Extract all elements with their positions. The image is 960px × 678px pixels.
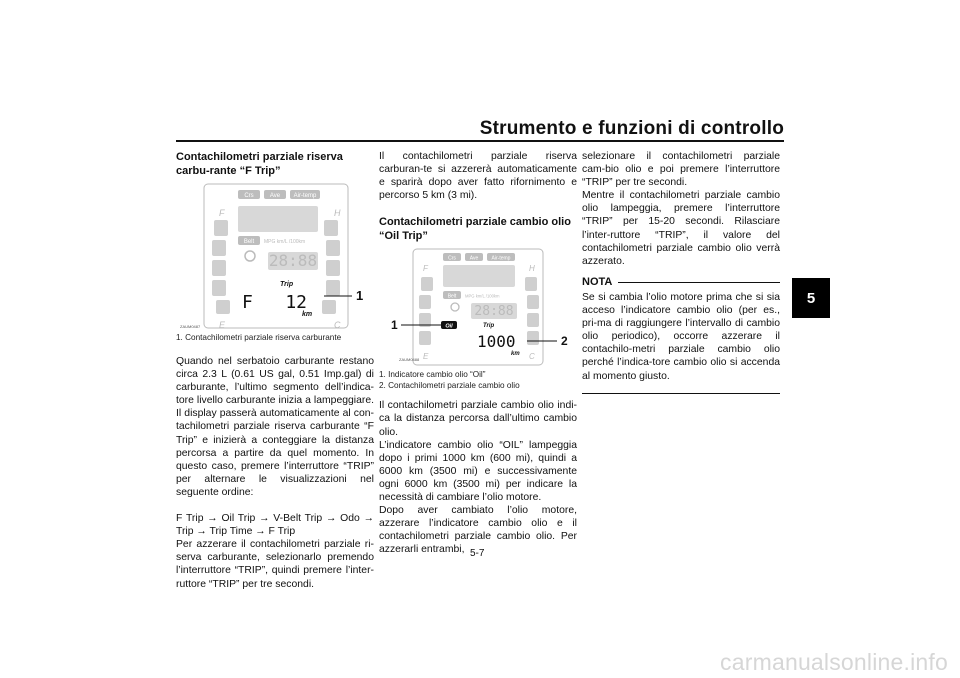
nota-header xyxy=(582,276,780,289)
lcd-display-illustration-2 xyxy=(379,247,577,367)
figure-code: ZAUM0488 xyxy=(399,357,420,363)
label-air-temp: Air-temp xyxy=(491,255,511,262)
paragraph: Per azzerare il contachilometri parziale ri-serva carburante, selezionarlo premendo l’interruttore “TRIP”, quindi premere l’inter-ruttore “TRIP” per tre secondi. xyxy=(176,539,374,590)
nota-end-rule xyxy=(582,393,780,394)
label-clock: 28:88 xyxy=(474,304,514,320)
header-rule xyxy=(176,140,784,142)
oil-trip-value: 1000 xyxy=(477,332,516,352)
gauge-h-label: H xyxy=(334,208,341,218)
paragraph: Dopo aver cambiato l’olio motore, azzerare l’indicatore cambio olio e il contachilometri parziale cambio olio. Per azzerarli entrambi, xyxy=(379,505,577,556)
page-header-title: Strumento e funzioni di controllo xyxy=(479,118,784,139)
label-air-temp: Air-temp xyxy=(293,193,317,199)
sequence-text: F Trip → Oil Trip → V-Belt Trip → Odo → Trip → Trip Time → F Trip xyxy=(176,513,374,538)
callout-1: 1 xyxy=(356,288,364,303)
gauge-e-label: E xyxy=(219,320,226,330)
nota-label: NOTA xyxy=(582,275,613,288)
figure-f-trip-display xyxy=(176,182,374,332)
section-heading-oil-trip: Contachilometri parziale cambio olio “Oil Trip” xyxy=(379,216,571,243)
label-belt: Belt xyxy=(243,239,255,245)
label-clock: 28:88 xyxy=(268,251,318,270)
label-units: MPG km/L /100km xyxy=(264,239,306,245)
figure-code: ZAUM0487 xyxy=(180,324,201,329)
gauge-c-label: C xyxy=(529,352,535,362)
gauge-c-label: C xyxy=(334,320,341,330)
gauge-e-label: E xyxy=(423,352,429,362)
trip-display-value: F 12 xyxy=(242,292,308,313)
label-ave: Ave xyxy=(269,193,281,199)
trip-label: Trip xyxy=(280,281,294,288)
figure-caption-2: 2. Contachilometri parziale cambio olio xyxy=(379,381,520,391)
callout-2: 2 xyxy=(561,334,568,349)
chapter-tab: 5 xyxy=(792,278,830,318)
figure-caption: 1. Contachilometri parziale riserva carburante xyxy=(176,333,342,342)
figure-caption-1: 1. Indicatore cambio olio “Oil” xyxy=(379,370,486,380)
label-crs: Crs xyxy=(244,193,254,199)
gauge-h-label: H xyxy=(529,264,535,274)
paragraph: Mentre il contachilometri parziale cambio olio lampeggia, premere l’interruttore “TRIP” per 15-20 secondi. Rilasciare l’inter-ruttore “TRIP”, il valore del contachilometri parziale cambio olio verrà azzerato. xyxy=(582,190,780,267)
column-3 xyxy=(582,150,780,394)
label-units: MPG km/L /100km xyxy=(465,293,500,299)
lcd-display-illustration-1 xyxy=(176,182,374,330)
page-number: 5-7 xyxy=(470,548,485,559)
nota-rule xyxy=(618,282,780,283)
gauge-f-label: F xyxy=(423,264,428,274)
label-belt: Belt xyxy=(447,293,457,300)
unit-km: km xyxy=(302,311,313,318)
column-2 xyxy=(379,150,577,557)
column-1 xyxy=(176,150,374,591)
paragraph: Il contachilometri parziale riserva carburan-te si azzererà automaticamente e sparirà dopo aver fatto rifornimento e percorso 5 km (3 mi). xyxy=(379,151,577,202)
callout-1: 1 xyxy=(391,318,398,333)
paragraph: Quando nel serbatoio carburante restano circa 2.3 L (0.61 US gal, 0.51 Imp.gal) di carburante, l’ultimo segmento dell’indica-tore livello carburante inizia a lampeggiare. Il display passerà automaticamente al con-tachilometri parziale riserva carburante “F Trip” e inizierà a conteggiare la distanza percorsa a partire da quel momento. In questo caso, premere l’interruttore “TRIP” per alternare le visualizzazioni nel seguente ordine: xyxy=(176,356,374,498)
gauge-f-label: F xyxy=(219,208,225,218)
unit-km: km xyxy=(511,351,520,358)
figure-oil-trip-display xyxy=(379,247,577,369)
nota-text: Se si cambia l’olio motore prima che si sia acceso l’indicatore cambio olio (per es., pri-ma di raggiungere l’intervallo di cambio olio periodico), occorre azzerare il contachilo-metri parziale cambio olio perché l’indica-tore cambio olio si accenda al momento giusto. xyxy=(582,291,780,382)
label-crs: Crs xyxy=(448,255,456,262)
paragraph: L’indicatore cambio olio “OIL” lampeggia dopo i primi 1000 km (600 mi), quindi a 6000 km (3500 mi) e successivamente ogni 6000 km (3500 mi) per indicare la necessità di cambiare l’olio motore. xyxy=(379,439,577,504)
trip-label: Trip xyxy=(483,323,495,330)
oil-label: Oil xyxy=(445,323,453,330)
paragraph: Il contachilometri parziale cambio olio indi-ca la distanza percorsa dall’ultimo cambio olio. xyxy=(379,400,577,438)
label-ave: Ave xyxy=(469,255,479,262)
paragraph: selezionare il contachilometri parziale cam-bio olio e poi premere l’interruttore “TRIP” per tre secondi. xyxy=(582,151,780,189)
section-heading-f-trip: Contachilometri parziale riserva carbu-rante “F Trip” xyxy=(176,151,343,177)
footer-watermark: carmanualsonline.info xyxy=(720,649,948,675)
